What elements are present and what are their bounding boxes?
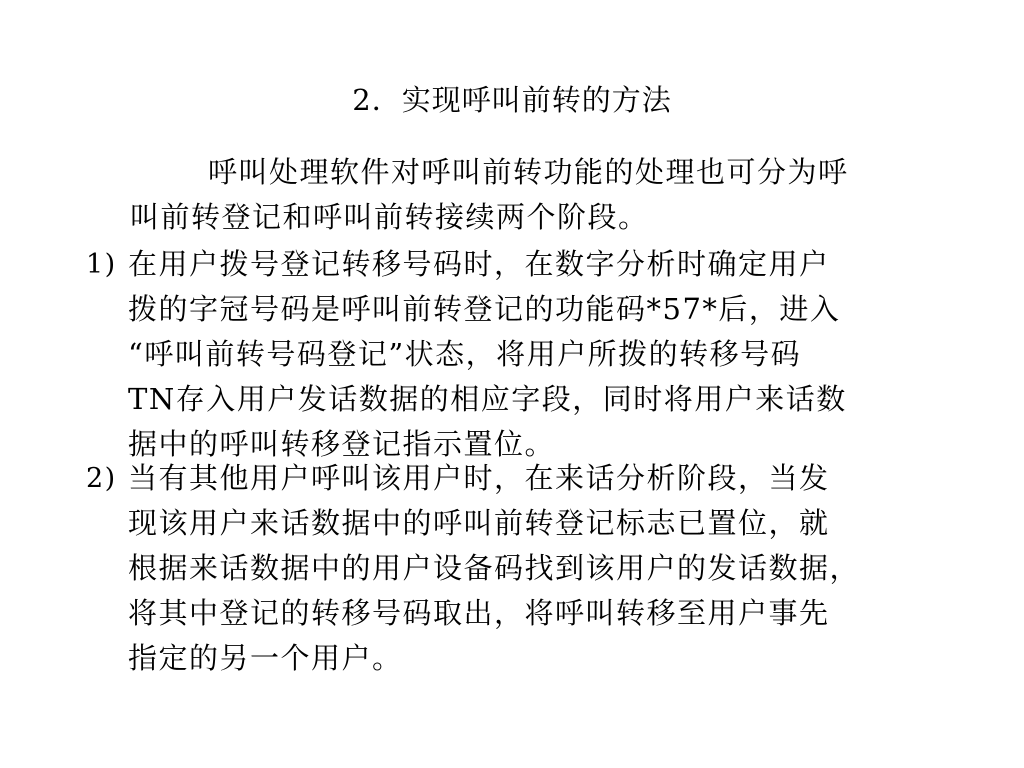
- intro-paragraph: [130, 150, 950, 240]
- list-item-line: 将其中登记的转移号码取出，将呼叫转移至用户事先: [128, 596, 830, 630]
- list-item-text: [128, 242, 847, 467]
- intro-line: 呼叫处理软件对呼叫前转功能的处理也可分为呼: [208, 155, 849, 189]
- list-item-line: 现该用户来话数据中的呼叫前转登记标志已置位，就: [128, 506, 830, 540]
- slide-title: 2．实现呼叫前转的方法: [352, 83, 672, 117]
- intro-line: 叫前转登记和呼叫前转接续两个阶段。: [130, 200, 649, 234]
- list-item-line: 在用户拨号登记转移号码时，在数字分析时确定用户: [128, 247, 830, 281]
- list-marker: 1): [86, 249, 117, 280]
- list-item-line: 据中的呼叫转移登记指示置位。: [128, 427, 556, 461]
- list-item-line: 当有其他用户呼叫该用户时，在来话分析阶段，当发: [128, 461, 830, 495]
- list-item-line: 根据来话数据中的用户设备码找到该用户的发话数据，: [128, 551, 861, 585]
- list-marker: 2): [86, 463, 117, 494]
- list-item-line: 拨的字冠号码是呼叫前转登记的功能码*57*后，进入: [128, 292, 841, 326]
- list-item-line: TN存入用户发话数据的相应字段，同时将用户来话数: [128, 382, 847, 416]
- list-item-text: [128, 456, 860, 681]
- list-item-line: “呼叫前转号码登记”状态，将用户所拨的转移号码: [128, 337, 802, 371]
- list-item-line: 指定的另一个用户。: [128, 641, 403, 675]
